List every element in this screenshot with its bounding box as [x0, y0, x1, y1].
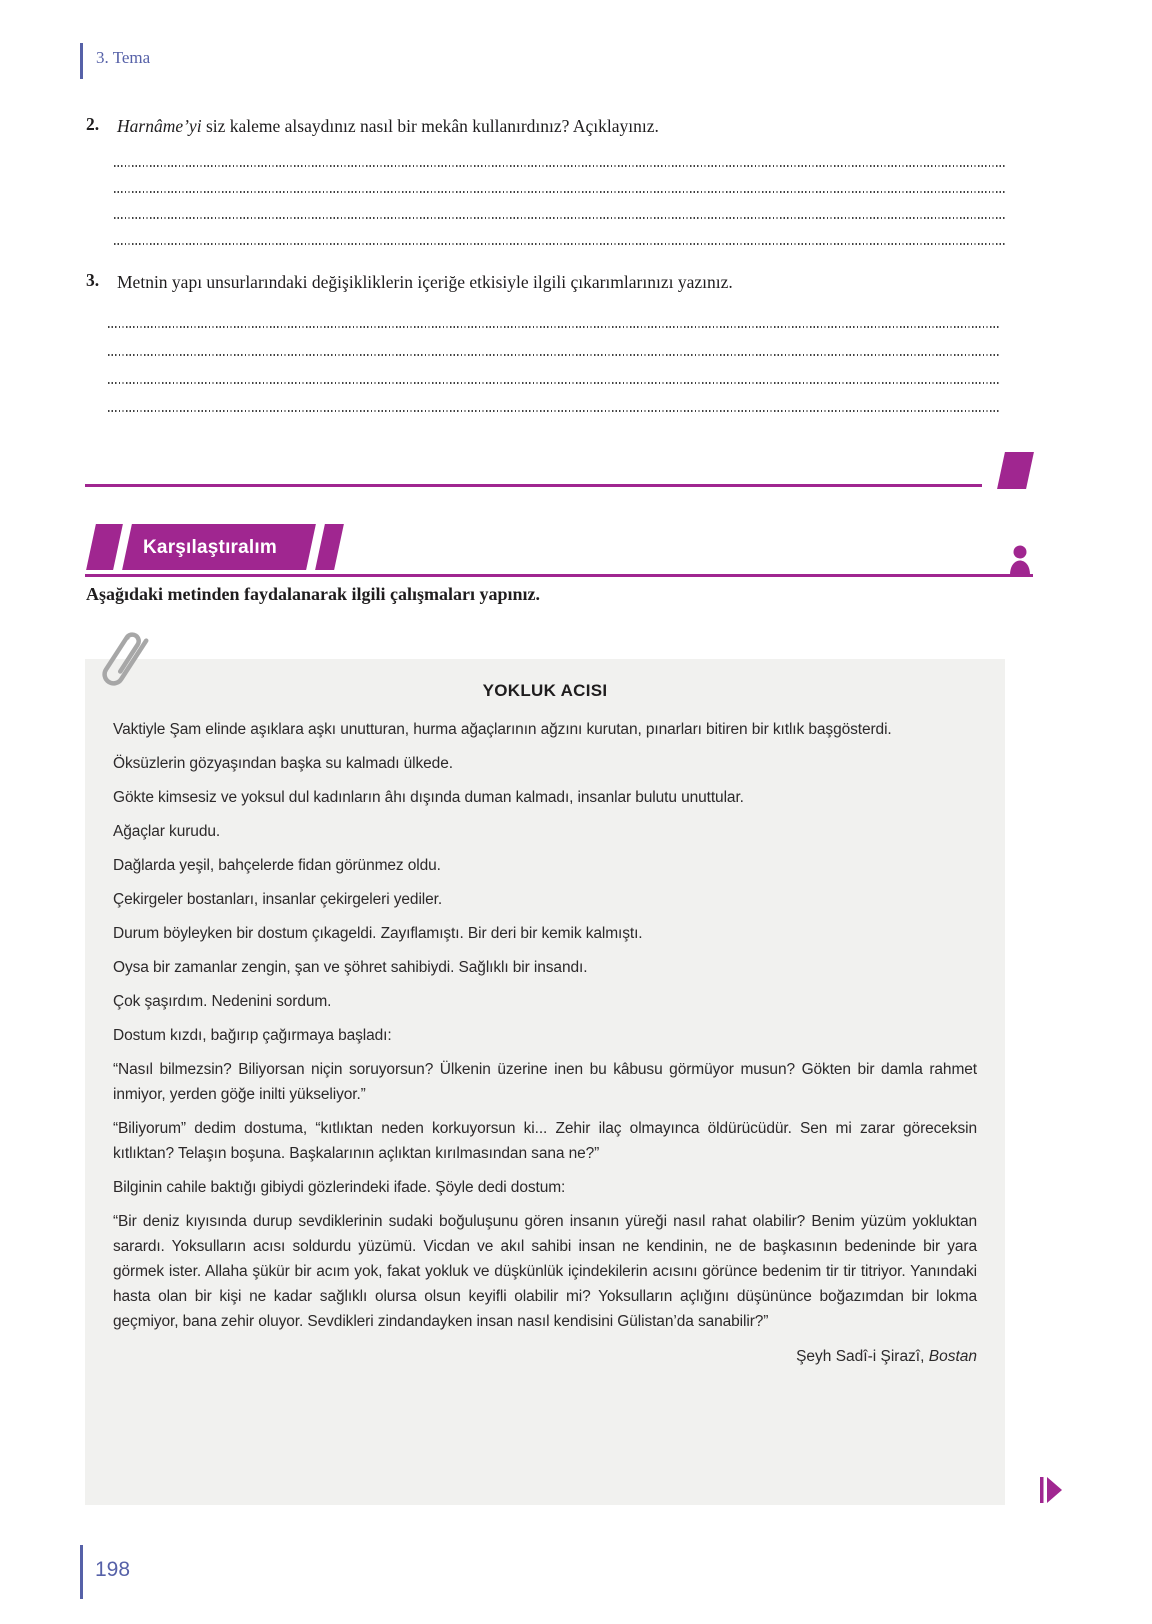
paperclip-icon [98, 616, 150, 708]
banner-accent-block [86, 524, 123, 570]
passage-paragraph: Çok şaşırdım. Nedenini sordum. [113, 993, 332, 1010]
passage-paragraph: Dağlarda yeşil, bahçelerde fidan görünmez oldu. [113, 857, 441, 874]
passage-paragraph: Gökte kimsesiz ve yoksul dul kadınların âhı dışında duman kalmadı, insanlar bulutu unuttular. [113, 789, 744, 806]
answer-line [108, 382, 1000, 384]
passage-paragraph: Dostum kızdı, bağırıp çağırmaya başladı: [113, 1027, 392, 1044]
passage-paragraph: “Nasıl bilmezsin? Biliyorsan niçin soruyorsun? Ülkenin üzerine inen bu kâbusu görmüyor musun? Gökten bir damla rahmet inmiyor, yerden göğe inilti yükseliyor.” [113, 1061, 977, 1103]
reading-title: YOKLUK ACISI [482, 681, 608, 700]
passage-paragraph: Durum böyleyken bir dostum çıkageldi. Zayıflamıştı. Bir deri bir kemik kalmıştı. [113, 925, 643, 942]
theme-rule [80, 43, 83, 79]
reading-passage-box [85, 659, 1005, 1505]
passage-paragraph: “Bir deniz kıyısında durup sevdiklerinin sudaki boğuluşunu gören insanın yüreği nasıl rahat olabilir? Benim yüzüm yokluktan sarardı. Yoksulların acısı soldurdu yüzümü. Vicdan ve akıl sahibi insan ne kendinin, ne de başkasının bedeninde bir yara görmek ister. Allaha şükür bir acım yok, fakat yokluk ve düşkünlük içindekilerin acısını görünce bedenim tir tir titriyor. Yanındaki hasta olan bir kişi ne kadar sağlıklı olursa olsun keyifli olabilir mi? Yoksulların açlığını düşününce boğazımdan bir lokma geçmiyor, bana zehir oluyor. Sevdikleri zindandayken insan nasıl kendisini Gülistan’da sanabilir?” [113, 1213, 977, 1330]
answer-line [108, 354, 1000, 356]
attribution-author: Şeyh Sadî-i Şirazî, [796, 1348, 929, 1365]
play-arrow-icon [1040, 1477, 1064, 1503]
answer-line [108, 326, 1000, 328]
page-number-rule [80, 1545, 83, 1599]
person-icon [1008, 545, 1032, 575]
passage-paragraph: Oysa bir zamanlar zengin, şan ve şöhret sahibiydi. Sağlıklı bir insandı. [113, 959, 588, 976]
answer-line [108, 410, 1000, 412]
attribution-work-title: Bostan [928, 1348, 977, 1365]
banner-underline [85, 574, 1033, 577]
page-number: 198 [95, 1558, 131, 1581]
passage-paragraph: Vaktiyle Şam elinde aşıklara aşkı unutturan, hurma ağaçlarının ağzını kurutan, pınarları bitiren bir kıtlık başgösterdi. [113, 721, 892, 738]
divider-block [997, 452, 1034, 489]
answer-line [114, 191, 1006, 193]
passage-paragraph: “Biliyorum” dedim dostuma, “kıtlıktan neden korkuyorsun ki... Zehir ilaç olmayınca öldürücüdür. Sen mi zarar göreceksin kıtlıktan? Telaşın boşuna. Başkalarının açlıktan kırılmasından sana ne?” [113, 1120, 977, 1162]
passage-attribution [113, 1348, 977, 1366]
section-banner-label: Karşılaştıralım [143, 537, 277, 558]
answer-line [114, 243, 1006, 245]
passage-paragraph: Öksüzlerin gözyaşından başka su kalmadı ülkede. [113, 755, 453, 772]
section-instruction: Aşağıdaki metinden faydalanarak ilgili çalışmaları yapınız. [86, 584, 541, 604]
banner-sliver [315, 524, 344, 570]
answer-line [114, 165, 1006, 167]
answer-line [114, 217, 1006, 219]
passage-paragraph: Ağaçlar kurudu. [113, 823, 221, 840]
question-2-italic-title: Harnâme’yi [117, 116, 202, 136]
passage-paragraph: Çekirgeler bostanları, insanlar çekirgeleri yediler. [113, 891, 443, 908]
passage-paragraph: Bilginin cahile baktığı gibiydi gözlerindeki ifade. Şöyle dedi dostum: [113, 1179, 566, 1196]
section-divider-line [85, 484, 982, 487]
question-3-text: Metnin yapı unsurlarındaki değişikliklerin içeriğe etkisiyle ilgili çıkarımlarınızı yazınız. [117, 272, 733, 292]
question-3-number: 3. [86, 270, 100, 290]
question-2-text [117, 114, 1012, 138]
theme-label: 3. Tema [96, 48, 151, 67]
question-2-rest: siz kaleme alsaydınız nasıl bir mekân kullanırdınız? Açıklayınız. [201, 116, 659, 136]
question-2-number: 2. [86, 114, 100, 134]
